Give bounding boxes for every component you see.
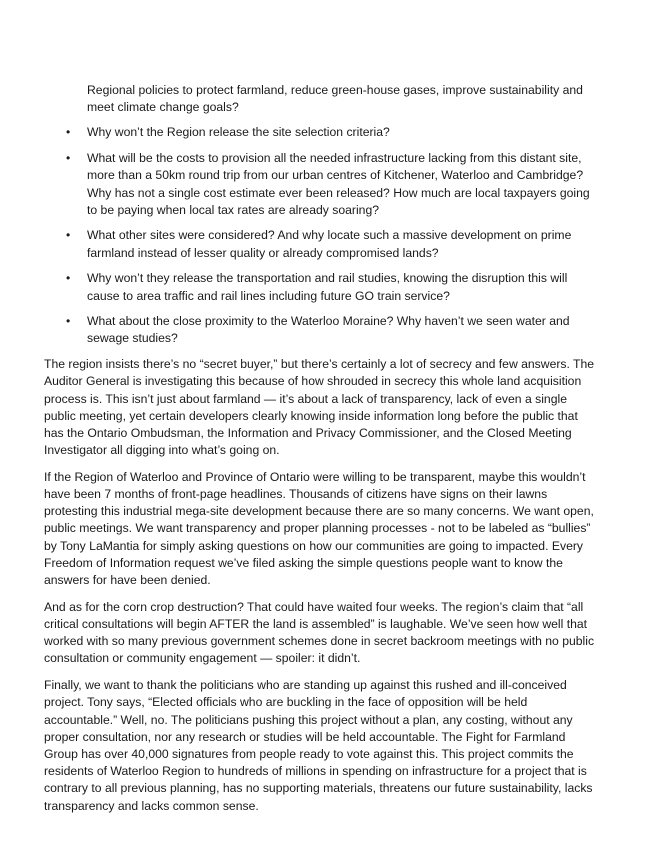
list-item-text: Why won’t the Region release the site selection criteria? xyxy=(87,125,390,140)
list-item-text: Why won’t they release the transportation and rail studies, knowing the disruption this will cause to area traffic and rail lines including future GO train service? xyxy=(87,271,568,303)
list-item-text: What other sites were considered? And why locate such a massive development on prime farmland instead of lesser quality or already compromised lands? xyxy=(87,228,572,260)
bullet-icon: • xyxy=(66,125,71,140)
bullet-icon: • xyxy=(66,271,71,286)
paragraph-secrecy: The region insists there’s no “secret buyer,” but there’s certainly a lot of secrecy and few answers. The Auditor General is investigating this because of how shrouded in secrecy this whole land acquisition process is. This isn’t just about farmland — it’s about a lack of transparency, lack of even a single public meeting, yet certain developers clearly knowing inside information long before the public that has the Ontario Ombudsman, the Information and Privacy Commissioner, and the Closed Meeting Investigator all digging into what’s going on. xyxy=(44,357,595,458)
list-item xyxy=(44,313,599,347)
list-item-text: What about the close proximity to the Waterloo Moraine? Why haven’t we seen water and sewage studies? xyxy=(87,314,570,346)
paragraph-corn-crop: And as for the corn crop destruction? That could have waited four weeks. The region’s claim that “all critical consultations will begin AFTER the land is assembled” is laughable. We’ve seen how well that worked with so many previous government schemes done in secret backroom meetings with no public consultation or community engagement — spoiler: it didn’t. xyxy=(44,599,595,666)
list-item-text: What will be the costs to provision all the needed infrastructure lacking from this distant site, more than a 50km round trip from our urban centres of Kitchener, Waterloo and Cambridge? Why has not a single cost estimate ever been released? How much are local taxpayers going to be paying when local tax rates are already soaring? xyxy=(87,151,590,217)
paragraph-transparency: If the Region of Waterloo and Province of Ontario were willing to be transparent, maybe this wouldn’t have been 7 months of front-page headlines. Thousands of citizens have signs on their lawns protesting this industrial mega-site development because there are so many concerns. We want open, public meetings. We want transparency and proper planning processes - not to be labeled as “bullies” by Tony LaMantia for simply asking questions on how our communities are going to impacted. Every Freedom of Information request we’ve filed asking the simple questions people want to know the answers for have been denied. xyxy=(44,469,594,588)
question-list xyxy=(44,124,599,347)
list-item xyxy=(44,270,599,304)
continued-bullet-text: Regional policies to protect farmland, reduce green-house gases, improve sustainability and meet climate change goals? xyxy=(87,83,583,115)
list-item xyxy=(44,150,599,219)
list-item xyxy=(44,124,599,141)
list-item xyxy=(44,227,599,261)
paragraph-conclusion: Finally, we want to thank the politicians who are standing up against this rushed and ill-conceived project. Tony says, “Elected officials who are buckling in the face of opposition will be held accountable.” Well, no. The politicians pushing this project without a plan, any costing, without any proper consultation, nor any research or studies will be held accountable. The Fight for Farmland Group has over 40,000 signatures from people ready to vote against this. This project commits the residents of Waterloo Region to hundreds of millions in spending on infrastructure for a project that is contrary to all previous planning, has no supporting materials, threatens our future sustainability, lacks transparency and lacks common sense. xyxy=(44,678,593,813)
bullet-icon: • xyxy=(66,314,71,329)
bullet-icon: • xyxy=(66,228,71,243)
bullet-icon: • xyxy=(66,151,71,166)
